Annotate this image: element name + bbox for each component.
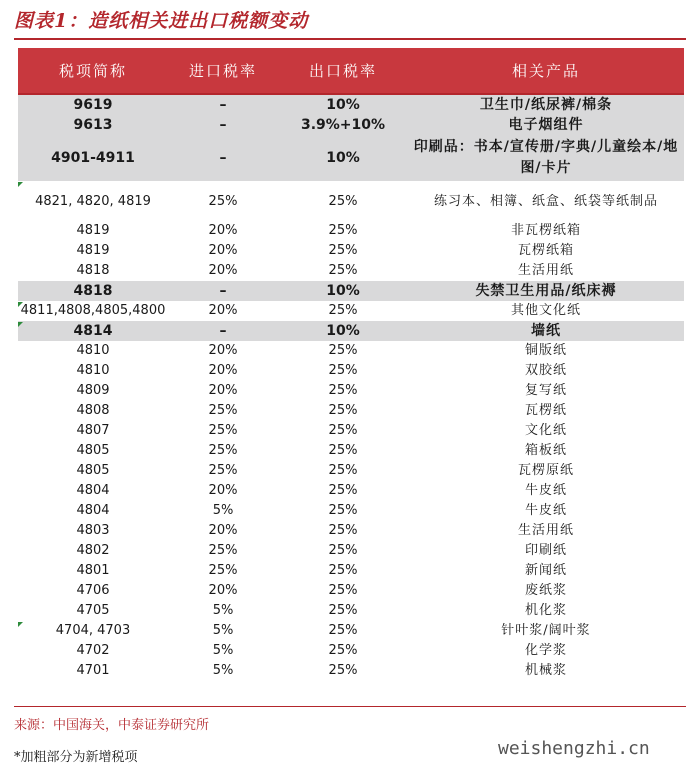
cell-code: 4701: [76, 663, 110, 678]
cell-import-rate: –: [168, 321, 278, 341]
table-header-row: [18, 48, 684, 94]
table-row: [18, 241, 684, 261]
header-products: 相关产品: [408, 48, 684, 94]
cell-code: 4706: [76, 583, 110, 598]
cell-code: 4804: [76, 503, 110, 518]
cell-product: 电子烟组件: [408, 115, 684, 135]
cell-export-rate: 25%: [328, 483, 358, 498]
cell-code: 4809: [76, 383, 110, 398]
cell-import-rate: 5%: [212, 623, 234, 638]
cell-export-rate: 25%: [328, 543, 358, 558]
cell-import-rate: 5%: [212, 503, 234, 518]
cell-product: 墙纸: [408, 321, 684, 341]
cell-code: 4821, 4820, 4819: [35, 193, 151, 209]
table-row: [18, 401, 684, 421]
cell-code: 4705: [76, 603, 110, 618]
cell-export-rate: 25%: [328, 423, 358, 438]
footer-divider: [14, 706, 686, 707]
cell-product: 箱板纸: [524, 443, 567, 458]
cell-product: 双胶纸: [524, 363, 567, 378]
cell-import-rate: 20%: [208, 303, 238, 318]
table-row: [18, 381, 684, 401]
cell-import-rate: –: [168, 94, 278, 115]
cell-product: 铜版纸: [524, 343, 567, 358]
table-row: [18, 561, 684, 581]
table-row: [18, 261, 684, 281]
table-row: [18, 641, 684, 661]
table-row: [18, 421, 684, 441]
cell-code: 4818: [18, 281, 168, 301]
cell-product: 化学浆: [524, 643, 567, 658]
cell-import-rate: 20%: [208, 263, 238, 278]
cell-export-rate: 10%: [278, 94, 408, 115]
header-code: 税项简称: [18, 48, 168, 94]
cell-import-rate: 20%: [208, 523, 238, 538]
cell-export-rate: 25%: [328, 443, 358, 458]
cell-import-rate: 20%: [208, 483, 238, 498]
cell-import-rate: 25%: [208, 403, 238, 418]
table-row: [18, 621, 684, 641]
cell-import-rate: 5%: [212, 603, 234, 618]
cell-code: 4819: [76, 243, 110, 258]
cell-import-rate: 20%: [208, 383, 238, 398]
header-export-rate: 出口税率: [278, 48, 408, 94]
cell-import-rate: –: [168, 135, 278, 181]
row-marker: [18, 622, 23, 627]
cell-code: 4804: [76, 483, 110, 498]
table-row: [18, 181, 684, 221]
cell-import-rate: 25%: [208, 443, 238, 458]
cell-product: 印刷纸: [524, 543, 567, 558]
cell-product: 机械浆: [524, 663, 567, 678]
cell-code: 4805: [76, 463, 110, 478]
cell-import-rate: 25%: [208, 563, 238, 578]
cell-product: 文化纸: [524, 423, 567, 438]
table-row: [18, 94, 684, 115]
cell-product: 瓦楞纸: [524, 403, 567, 418]
cell-product: 生活用纸: [517, 263, 574, 278]
table-row: [18, 481, 684, 501]
table-row: [18, 661, 684, 681]
cell-export-rate: 25%: [328, 523, 358, 538]
cell-product: 非瓦楞纸箱: [510, 223, 581, 238]
cell-import-rate: 25%: [208, 543, 238, 558]
cell-export-rate: 25%: [328, 603, 358, 618]
cell-code: 4801: [76, 563, 110, 578]
cell-import-rate: 25%: [208, 423, 238, 438]
cell-product: 牛皮纸: [524, 503, 567, 518]
cell-export-rate: 10%: [278, 135, 408, 181]
row-marker: [18, 322, 23, 327]
cell-export-rate: 25%: [328, 503, 358, 518]
cell-product: 新闻纸: [524, 563, 567, 578]
cell-product: 针叶浆/阔叶浆: [501, 623, 591, 638]
cell-export-rate: 25%: [328, 223, 358, 238]
cell-code: 4814: [18, 321, 168, 341]
cell-product: 复写纸: [524, 383, 567, 398]
cell-export-rate: 25%: [328, 643, 358, 658]
cell-code: 4803: [76, 523, 110, 538]
table-row: [18, 221, 684, 241]
cell-product: 瓦楞原纸: [517, 463, 574, 478]
cell-import-rate: –: [168, 115, 278, 135]
cell-product: 失禁卫生用品/纸床褥: [408, 281, 684, 301]
cell-import-rate: 20%: [208, 363, 238, 378]
cell-product: 生活用纸: [517, 523, 574, 538]
table-row: [18, 461, 684, 481]
cell-export-rate: 25%: [328, 463, 358, 478]
table-row: [18, 321, 684, 341]
cell-export-rate: 25%: [328, 363, 358, 378]
table-row: [18, 301, 684, 321]
cell-code: 4808: [76, 403, 110, 418]
table-row: [18, 601, 684, 621]
cell-product: 机化浆: [524, 603, 567, 618]
cell-product: 卫生巾/纸尿裤/棉条: [408, 94, 684, 115]
cell-import-rate: 5%: [212, 643, 234, 658]
table-row: [18, 501, 684, 521]
cell-code: 4901-4911: [18, 135, 168, 181]
row-marker: [18, 302, 23, 307]
cell-export-rate: 25%: [328, 403, 358, 418]
table-row: [18, 541, 684, 561]
cell-export-rate: 10%: [278, 281, 408, 301]
cell-import-rate: 20%: [208, 583, 238, 598]
cell-code: 4805: [76, 443, 110, 458]
tariff-table: [18, 48, 684, 681]
figure-title: 图表1：造纸相关进出口税额变动: [14, 10, 309, 32]
cell-export-rate: 25%: [328, 383, 358, 398]
cell-import-rate: 5%: [212, 663, 234, 678]
cell-export-rate: 25%: [328, 263, 358, 278]
cell-code: 9619: [18, 94, 168, 115]
cell-import-rate: 20%: [208, 343, 238, 358]
cell-product: 练习本、相簿、纸盒、纸袋等纸制品: [433, 193, 658, 209]
cell-export-rate: 25%: [328, 623, 358, 638]
cell-product: 牛皮纸: [524, 483, 567, 498]
cell-import-rate: 20%: [208, 223, 238, 238]
cell-export-rate: 25%: [328, 583, 358, 598]
cell-code: 4704, 4703: [55, 623, 131, 638]
cell-code: 4702: [76, 643, 110, 658]
cell-code: 4807: [76, 423, 110, 438]
cell-code: 4811,4808,4805,4800: [20, 303, 166, 318]
watermark: weishengzhi.cn: [498, 738, 650, 759]
cell-export-rate: 3.9%+10%: [278, 115, 408, 135]
cell-code: 4818: [76, 263, 110, 278]
table-row: [18, 521, 684, 541]
cell-code: 4819: [76, 223, 110, 238]
cell-import-rate: 20%: [208, 243, 238, 258]
cell-product: 废纸浆: [524, 583, 567, 598]
cell-product: 印刷品：书本/宣传册/字典/儿童绘本/地图/卡片: [408, 135, 684, 181]
bold-note: *加粗部分为新增税项: [14, 750, 138, 765]
cell-export-rate: 25%: [328, 193, 358, 209]
row-marker: [18, 182, 23, 187]
cell-code: 4810: [76, 363, 110, 378]
cell-import-rate: –: [168, 281, 278, 301]
cell-import-rate: 25%: [208, 193, 238, 209]
cell-code: 4802: [76, 543, 110, 558]
cell-export-rate: 25%: [328, 343, 358, 358]
cell-import-rate: 25%: [208, 463, 238, 478]
cell-export-rate: 25%: [328, 303, 358, 318]
cell-export-rate: 25%: [328, 663, 358, 678]
header-import-rate: 进口税率: [168, 48, 278, 94]
table-row: [18, 135, 684, 181]
cell-export-rate: 25%: [328, 243, 358, 258]
table-row: [18, 341, 684, 361]
cell-code: 4810: [76, 343, 110, 358]
table-row: [18, 281, 684, 301]
table-row: [18, 441, 684, 461]
cell-export-rate: 10%: [278, 321, 408, 341]
source-note: 来源：中国海关，中泰证券研究所: [14, 718, 210, 733]
cell-product: 瓦楞纸箱: [517, 243, 574, 258]
cell-export-rate: 25%: [328, 563, 358, 578]
table-body: [18, 94, 684, 681]
table-row: [18, 115, 684, 135]
title-divider: [14, 38, 686, 40]
table-row: [18, 581, 684, 601]
cell-code: 9613: [18, 115, 168, 135]
table-row: [18, 361, 684, 381]
cell-product: 其他文化纸: [510, 303, 581, 318]
